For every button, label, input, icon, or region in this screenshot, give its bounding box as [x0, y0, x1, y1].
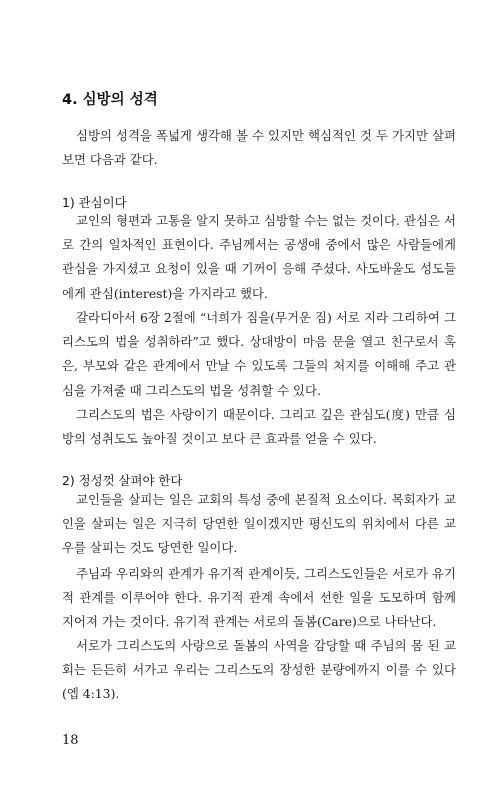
- subsection-1-title: 1) 관심이다: [62, 195, 127, 210]
- subsection-2-paragraph-1: 교인들을 살피는 일은 교회의 특성 중에 본질적 요소이다. 목회자가 교인을 살피는 일은 지극히 당연한 일이겠지만 평신도의 위치에서 다른 교우를 살피는 것도 당연한 일이다.: [62, 492, 456, 556]
- subsection-2-title: 2) 정성껏 살펴야 한다: [62, 473, 183, 488]
- subsection-1-paragraph-2: 갈라디아서 6장 2절에 “너희가 짐을(무거운 짐) 서로 지라 그리하여 그리스도의 법을 성취하라”고 했다. 상대방이 마음 문을 열고 친구로서 혹은, 부모와 같은 관계에서 만날 수 있도록 그들의 처지를 이해해 주고 관심을 가져줄 때 그리스도의 법을 성취할 수 있다.: [62, 310, 456, 398]
- intro-paragraph: 심방의 성격을 폭넓게 생각해 볼 수 있지만 핵심적인 것 두 가지만 살펴보면 다음과 같다.: [62, 128, 456, 168]
- subsection-1-paragraph-3: 그리스도의 법은 사랑이기 때문이다. 그리고 깊은 관심도(度) 만큼 심방의 성취도도 높아질 것이고 보다 큰 효과를 얻을 수 있다.: [62, 407, 456, 447]
- subsection-2-paragraph-3: 서로가 그리스도의 사랑으로 돌봄의 사역을 감당할 때 주님의 몸 된 교회는 든든히 서가고 우리는 그리스도의 장성한 분량에까지 이를 수 있다(엡 4:13).: [62, 638, 456, 702]
- page-number: 18: [62, 733, 79, 748]
- subsection-1-paragraph-1: 교인의 형편과 고통을 알지 못하고 심방할 수는 없는 것이다. 관심은 서로 간의 일차적인 표현이다. 주님께서는 공생애 중에서 많은 사람들에게 관심을 가지셨고 요청이 있을 때 기꺼이 응해 주셨다. 사도바울도 성도들에게 관심(interest)을 가지라고 했다.: [62, 213, 456, 301]
- subsection-2-paragraph-2: 주님과 우리와의 관계가 유기적 관계이듯, 그리스도인들은 서로가 유기적 관계를 이루어야 한다. 유기적 관계 속에서 선한 일을 도모하며 함께 지어져 가는 것이다. 유기적 관계는 서로의 돌봄(Care)으로 나타난다.: [62, 566, 456, 630]
- section-title: 4. 심방의 성격: [62, 92, 158, 108]
